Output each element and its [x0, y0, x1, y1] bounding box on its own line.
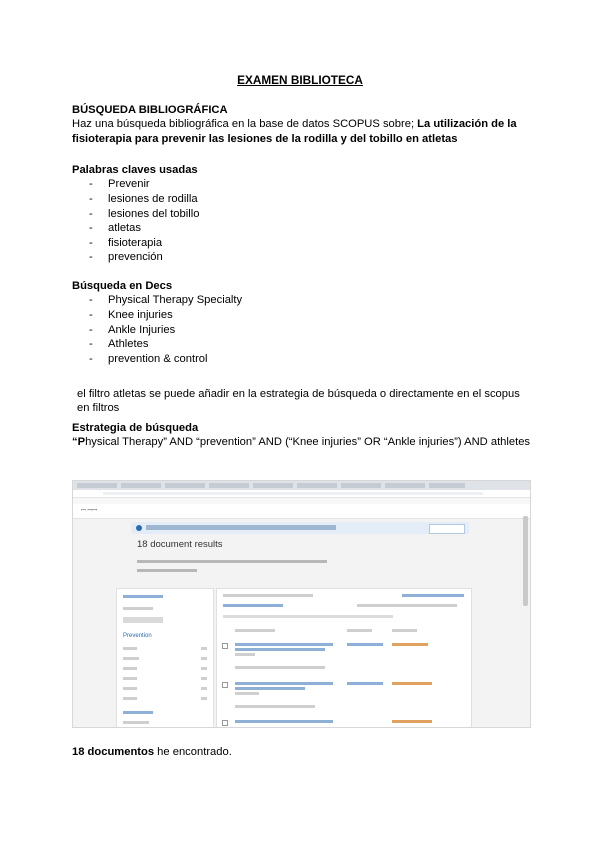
decs-heading: Búsqueda en Decs — [72, 280, 173, 292]
decs-section — [72, 279, 532, 366]
results-toolbar-link — [402, 594, 464, 597]
filter-count — [201, 657, 207, 660]
table-header — [392, 629, 417, 632]
list-item: - lesiones del tobillo — [72, 207, 532, 222]
banner-text — [146, 525, 336, 530]
result-title — [235, 682, 333, 685]
browser-tab — [253, 483, 293, 488]
filter-row — [123, 721, 149, 724]
search-intro: Haz una búsqueda bibliográfica en la base de datos SCOPUS sobre; — [72, 118, 418, 131]
result-links — [235, 666, 325, 669]
filter-row — [123, 677, 137, 680]
action-bar — [223, 615, 393, 618]
filter-count — [201, 697, 207, 700]
strategy-query — [72, 435, 532, 449]
browser-tab — [209, 483, 249, 488]
row-checkbox — [222, 643, 228, 649]
list-item: - prevención — [72, 250, 532, 265]
query-rest: hysical Therapy” AND “prevention” AND (“Knee injuries” OR “Ankle injuries”) AND athletes — [85, 436, 531, 449]
browser-tab — [341, 483, 381, 488]
browser-tab — [297, 483, 337, 488]
filter-row — [123, 657, 139, 660]
search-section — [72, 103, 532, 146]
result-source — [392, 682, 432, 685]
result-source — [392, 720, 432, 723]
result-meta — [235, 653, 255, 656]
scopus-logo: ꟷ ꟷꟷ — [81, 508, 98, 514]
table-header — [347, 629, 372, 632]
address-bar — [73, 490, 530, 498]
url-field — [103, 492, 483, 495]
result-title — [235, 648, 325, 651]
filter-row — [123, 667, 137, 670]
filter-count — [201, 647, 207, 650]
search-heading: BÚSQUEDA BIBLIOGRÁFICA — [72, 104, 228, 116]
filter-row — [123, 697, 137, 700]
info-icon — [136, 525, 142, 531]
filter-row — [123, 647, 137, 650]
scopus-screenshot — [72, 480, 531, 728]
results-count: 18 document results — [137, 539, 223, 550]
keywords-list — [72, 177, 532, 265]
results-panel — [216, 588, 472, 728]
query-line — [137, 560, 327, 563]
decs-list — [72, 293, 532, 366]
list-item: - Ankle Injuries — [72, 323, 532, 338]
list-item: - Athletes — [72, 337, 532, 352]
row-checkbox — [222, 682, 228, 688]
browser-tab — [121, 483, 161, 488]
filter-section-label: Prevention — [123, 633, 152, 639]
conclusion-text: he encontrado. — [154, 746, 232, 758]
query-first-char: “P — [72, 436, 86, 449]
banner-button — [429, 524, 465, 534]
info-banner — [131, 522, 469, 534]
filter-count — [201, 687, 207, 690]
table-header — [235, 629, 275, 632]
search-topic: La utilización de la fisioterapia para prevenir las lesiones de la rodilla y del tobillo en atletas — [72, 118, 517, 145]
browser-tab-bar — [73, 481, 530, 490]
browser-tab — [77, 483, 117, 488]
result-title — [235, 643, 333, 646]
filter-row — [123, 687, 137, 690]
result-meta — [235, 692, 259, 695]
filter-note: el filtro atletas se puede añadir en la estrategia de búsqueda o directamente en el scopus en filtros — [77, 388, 520, 415]
list-item: - lesiones de rodilla — [72, 192, 532, 207]
keywords-heading: Palabras claves usadas — [72, 164, 198, 176]
list-item: - prevention & control — [72, 352, 532, 367]
filter-row — [123, 595, 163, 598]
result-source — [392, 643, 428, 646]
filter-count — [201, 667, 207, 670]
filter-count — [201, 677, 207, 680]
search-description — [72, 117, 532, 146]
row-checkbox — [222, 720, 228, 726]
result-authors — [347, 682, 383, 685]
browser-tab — [165, 483, 205, 488]
result-title — [235, 687, 305, 690]
filter-row — [123, 607, 153, 610]
filter-row — [123, 711, 153, 714]
results-toolbar — [223, 594, 313, 597]
browser-tab — [385, 483, 425, 488]
browser-tab — [429, 483, 465, 488]
list-item: - Knee injuries — [72, 308, 532, 323]
scrollbar-thumb — [523, 516, 528, 606]
result-links — [235, 705, 315, 708]
list-item: - atletas — [72, 221, 532, 236]
keywords-section — [72, 163, 532, 265]
filter-button — [123, 617, 163, 623]
strategy-heading: Estrategia de búsqueda — [72, 422, 199, 434]
scopus-header — [73, 504, 530, 519]
list-item: - Physical Therapy Specialty — [72, 293, 532, 308]
conclusion — [72, 745, 232, 759]
list-item: - fisioterapia — [72, 236, 532, 251]
strategy-section — [72, 421, 532, 450]
query-line — [137, 569, 197, 572]
page-title: EXAMEN BIBLIOTECA — [237, 73, 363, 87]
list-item: - Prevenir — [72, 177, 532, 192]
result-title — [235, 720, 333, 723]
conclusion-count: 18 documentos — [72, 746, 155, 758]
results-toolbar-link — [223, 604, 283, 607]
sort-control — [357, 604, 457, 607]
filter-panel — [116, 588, 214, 728]
result-authors — [347, 643, 383, 646]
